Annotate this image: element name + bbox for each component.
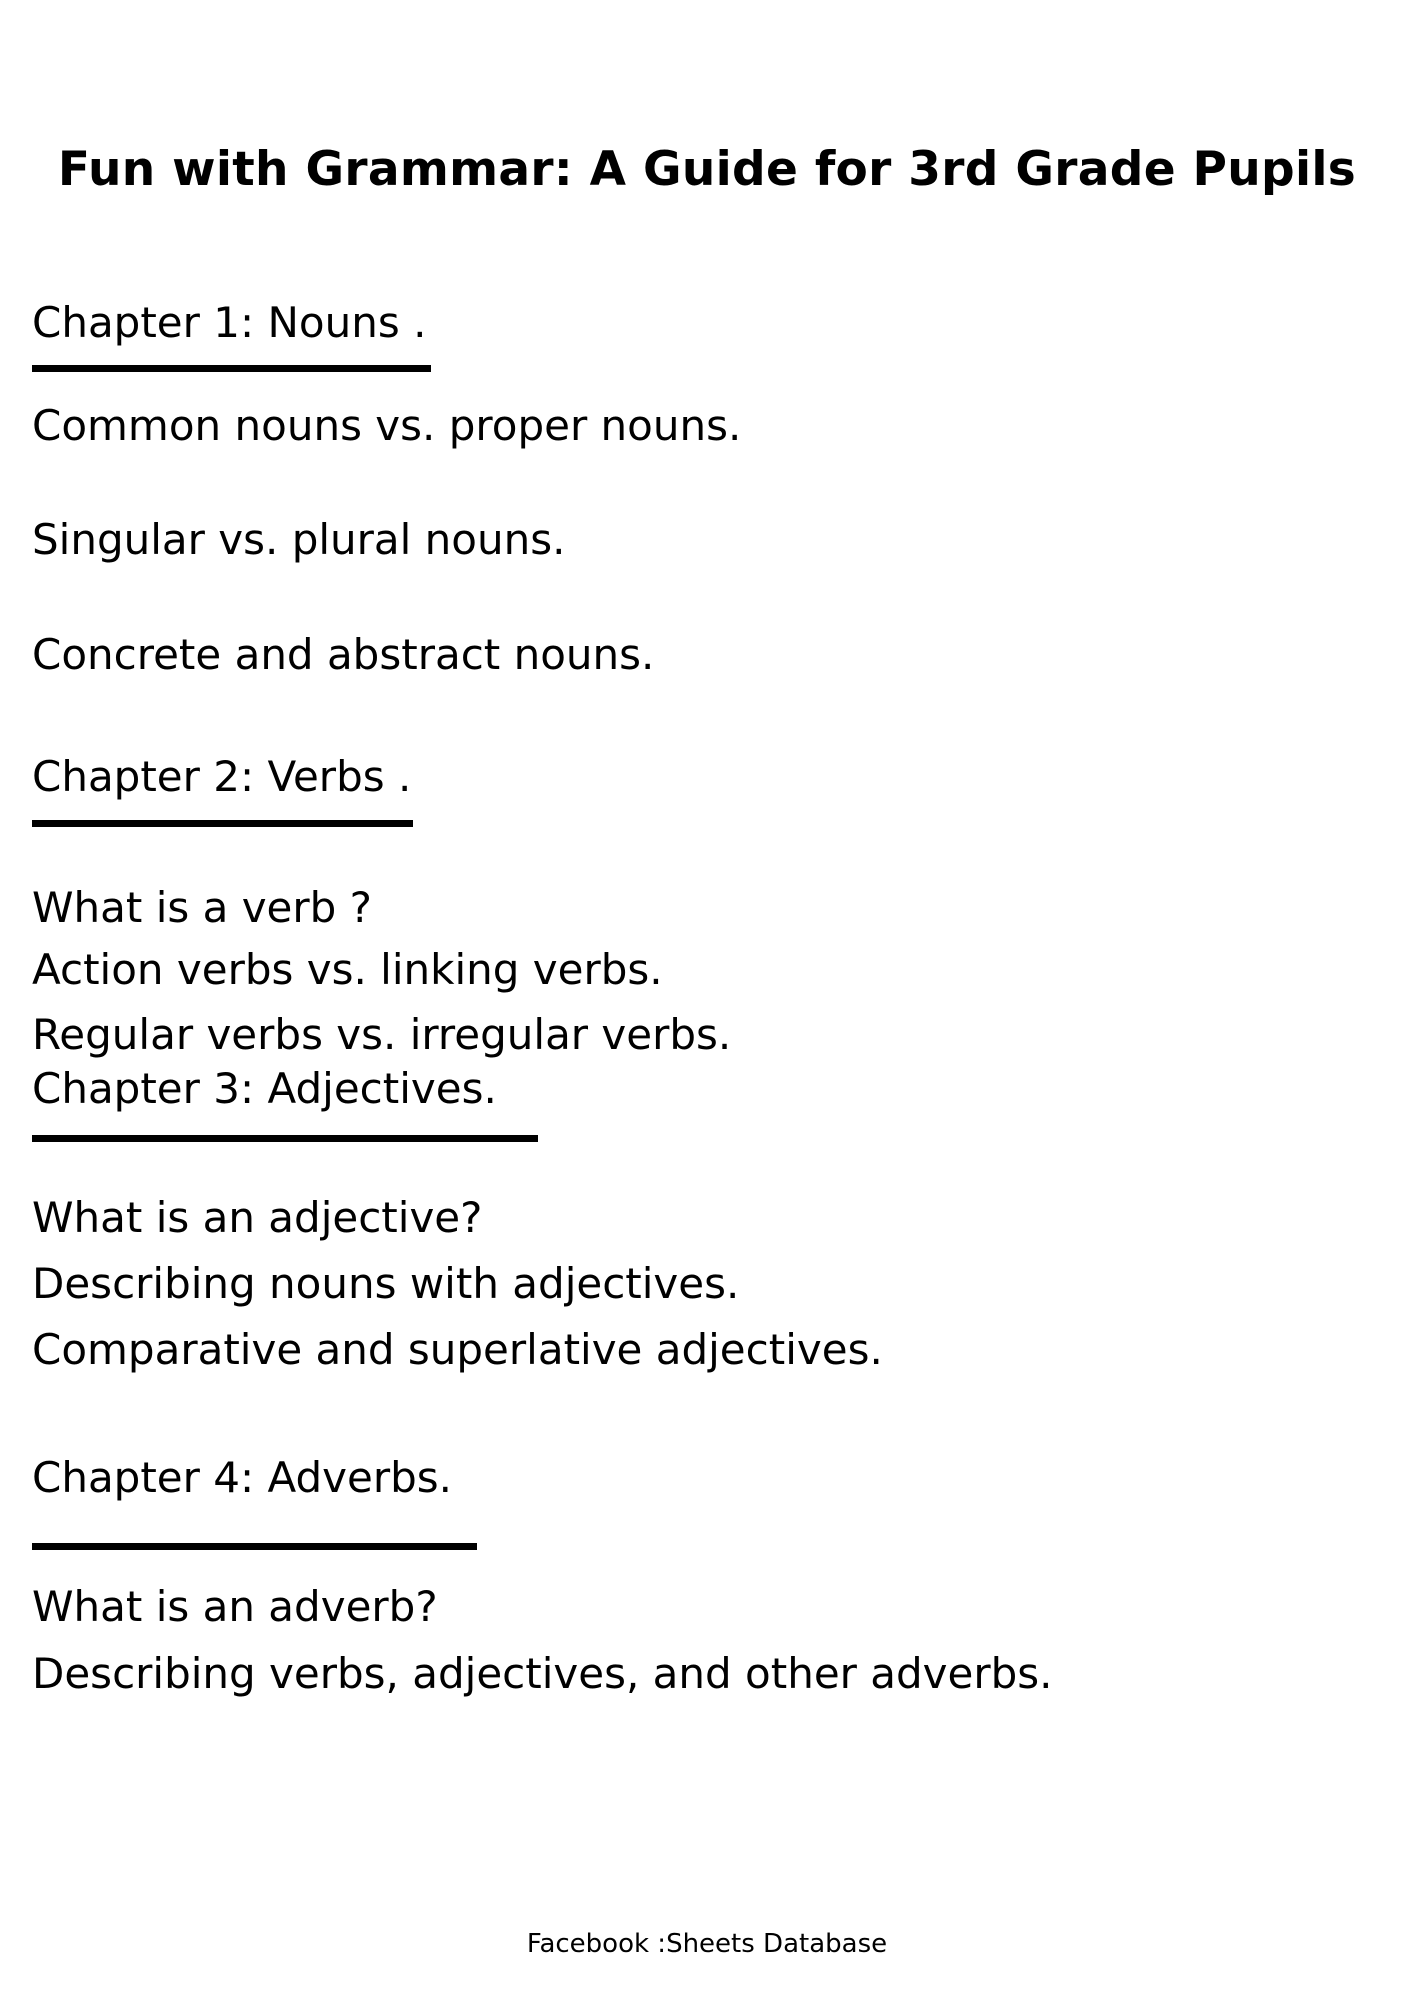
chapter-1-item: Concrete and abstract nouns. [32, 630, 655, 679]
document-title: Fun with Grammar: A Guide for 3rd Grade Pupils [57, 142, 1357, 197]
chapter-4-item: What is an adverb? [32, 1582, 438, 1631]
chapter-2-heading: Chapter 2: Verbs . [32, 752, 412, 801]
chapter-4-underline [32, 1543, 477, 1550]
chapter-3-item: Describing nouns with adjectives. [32, 1259, 740, 1308]
chapter-4-heading: Chapter 4: Adverbs. [32, 1453, 452, 1502]
chapter-4-item: Describing verbs, adjectives, and other adverbs. [32, 1649, 1053, 1698]
footer-credit: Facebook :Sheets Database [526, 1929, 888, 1959]
chapter-1-item: Singular vs. plural nouns. [32, 515, 566, 564]
chapter-3-item: Comparative and superlative adjectives. [32, 1325, 883, 1374]
chapter-2-item: Regular verbs vs. irregular verbs. [32, 1010, 732, 1059]
chapter-3-item: What is an adjective? [32, 1193, 483, 1242]
chapter-1-item: Common nouns vs. proper nouns. [32, 401, 742, 450]
chapter-2-item: What is a verb ? [32, 883, 372, 932]
chapter-3-underline [32, 1135, 538, 1142]
chapter-2-item: Action verbs vs. linking verbs. [32, 945, 663, 994]
chapter-1-heading: Chapter 1: Nouns . [32, 298, 427, 347]
chapter-1-underline [32, 365, 431, 372]
chapter-3-heading: Chapter 3: Adjectives. [32, 1064, 497, 1113]
chapter-2-underline [32, 820, 413, 827]
